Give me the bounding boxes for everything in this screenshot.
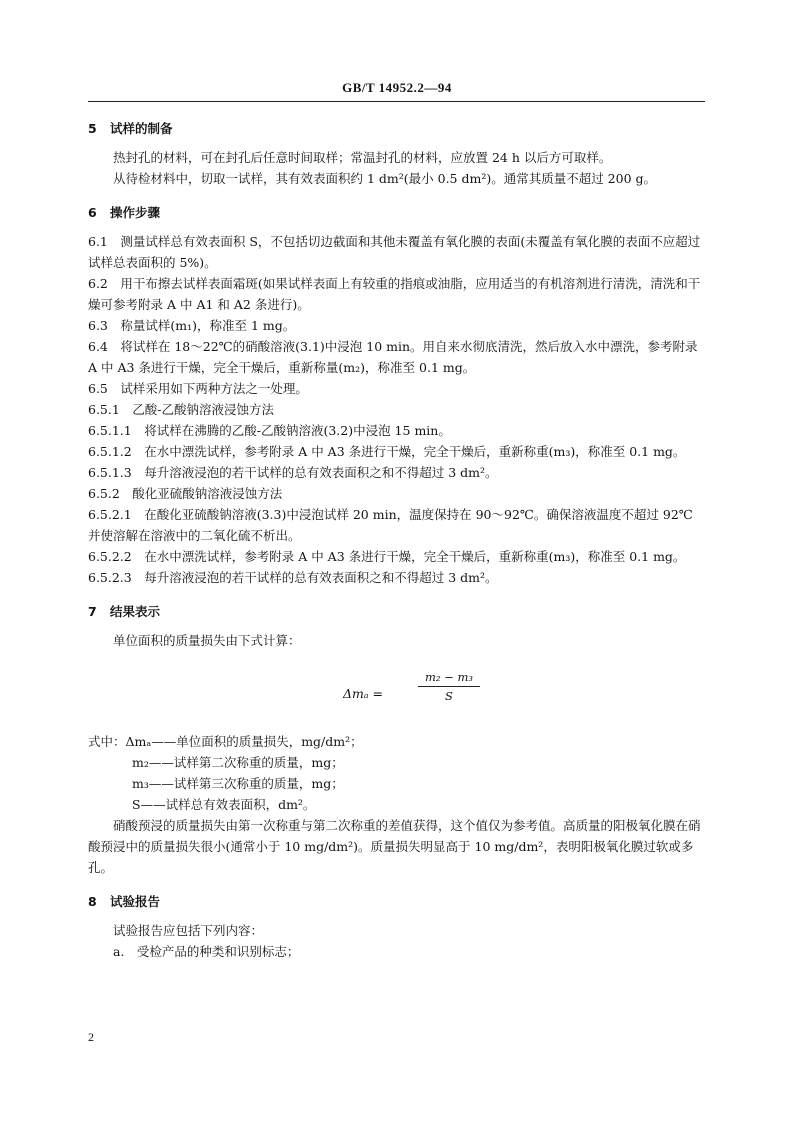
- where-item: S——试样总有效表面积，dm²。: [132, 797, 316, 812]
- standard-code-header: GB/T 14952.2—94: [342, 80, 452, 95]
- section-number: 6: [88, 205, 97, 220]
- paragraph: 硝酸预浸的质量损失由第一次称重与第二次称重的差值获得，这个值仅为参考值。高质量的阳极氧化膜在硝酸预浸中的质量损失很小(通常小于 10 mg/dm²)。质量损失明显高于 10 mg/dm²，表明阳极氧化膜过软或多孔。: [88, 818, 701, 875]
- list-item-a: a. 受检产品的种类和识别标志；: [113, 944, 300, 959]
- section-7-heading: [88, 601, 705, 622]
- clause-6-4: 6.4 将试样在 18～22℃的硝酸溶液(3.1)中浸泡 10 min。用自来水彻底清洗，然后放入水中漂洗，参考附录 A 中 A3 条进行干燥，完全干燥后，重新称量(m₂)，称准至 0.1 mg。: [88, 339, 698, 375]
- fraction-bar: [418, 686, 480, 687]
- section-title: 试验报告: [110, 894, 161, 909]
- clause-6-3: 6.3 称量试样(m₁)，称准至 1 mg。: [88, 318, 296, 333]
- clause-6-5-2-2: 6.5.2.2 在水中漂洗试样，参考附录 A 中 A3 条进行干燥，完全干燥后，重新称重(m₃)，称准至 0.1 mg。: [88, 549, 686, 564]
- section-number: 8: [88, 894, 97, 909]
- paragraph: 热封孔的材料，可在封孔后任意时间取样；常温封孔的材料，应放置 24 h 以后方可取样。: [113, 150, 612, 165]
- section-title: 试样的制备: [110, 121, 173, 136]
- section-6-heading: [88, 202, 705, 223]
- section-6-body: [88, 231, 705, 588]
- formula-lhs: Δmₐ =: [343, 686, 384, 701]
- section-number: 5: [88, 121, 97, 136]
- section-title: 结果表示: [110, 604, 161, 619]
- clause-6-5-2-1: 6.5.2.1 在酸化亚硫酸钠溶液(3.3)中浸泡试样 20 min，温度保持在 90～92℃。确保溶液温度不超过 92℃并使溶解在溶液中的二氧化硫不析出。: [88, 507, 693, 543]
- paragraph: 从待检材料中，切取一试样，其有效表面积约 1 dm²(最小 0.5 dm²)。通常其质量不超过 200 g。: [113, 171, 657, 186]
- mass-loss-formula: [88, 669, 705, 709]
- clause-6-5-1-3: 6.5.1.3 每升溶液浸泡的若干试样的总有效表面积之和不得超过 3 dm²。: [88, 465, 498, 480]
- section-title: 操作步骤: [110, 205, 161, 220]
- clause-6-5-2-3: 6.5.2.3 每升溶液浸泡的若干试样的总有效表面积之和不得超过 3 dm²。: [88, 570, 498, 585]
- clause-6-5: 6.5 试样采用如下两种方法之一处理。: [88, 381, 308, 396]
- where-item: m₃——试样第三次称重的质量，mg；: [132, 776, 344, 791]
- where-lead: 式中：Δmₐ——单位面积的质量损失，mg/dm²；: [88, 734, 363, 749]
- paragraph: 试验报告应包括下列内容：: [113, 923, 264, 938]
- clause-6-5-1: 6.5.1 乙酸-乙酸钠溶液浸蚀方法: [88, 402, 275, 417]
- where-item: m₂——试样第二次称重的质量，mg；: [132, 755, 344, 770]
- section-5-heading: [88, 118, 705, 139]
- clause-6-5-1-2: 6.5.1.2 在水中漂洗试样，参考附录 A 中 A3 条进行干燥，完全干燥后，重新称重(m₃)，称准至 0.1 mg。: [88, 444, 686, 459]
- clause-6-1: 6.1 测量试样总有效表面积 S，不包括切边截面和其他未覆盖有氧化膜的表面(未覆盖有氧化膜的表面不应超过试样总表面积的 5%)。: [88, 234, 701, 270]
- section-number: 7: [88, 604, 97, 619]
- paragraph: 单位面积的质量损失由下式计算：: [113, 633, 301, 648]
- page-number: 2: [88, 1030, 94, 1044]
- formula-denominator: S: [445, 689, 453, 703]
- clause-6-5-1-1: 6.5.1.1 将试样在沸腾的乙酸-乙酸钠溶液(3.2)中浸泡 15 min。: [88, 423, 451, 438]
- page-content: [88, 118, 705, 962]
- formula-numerator: m₂ − m₃: [425, 670, 473, 684]
- section-8-heading: [88, 891, 705, 912]
- formula-fraction: [418, 669, 480, 704]
- clause-6-5-2: 6.5.2 酸化亚硫酸钠溶液浸蚀方法: [88, 486, 283, 501]
- header-rule: [88, 101, 705, 102]
- clause-6-2: 6.2 用干布擦去试样表面霜斑(如果试样表面上有较重的指痕或油脂，应用适当的有机溶剂进行清洗，清洗和干燥可参考附录 A 中 A1 和 A2 条进行)。: [88, 276, 701, 312]
